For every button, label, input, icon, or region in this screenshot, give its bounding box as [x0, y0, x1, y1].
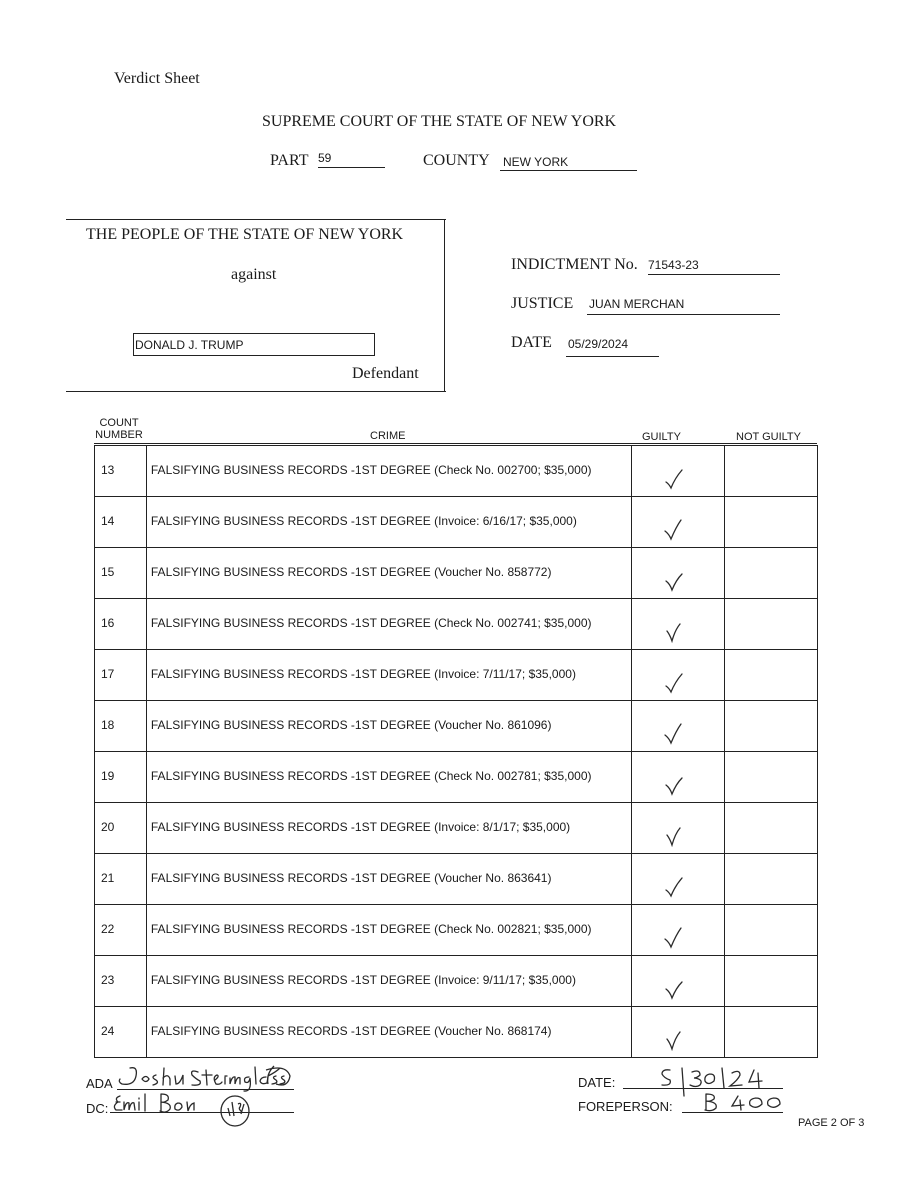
not-guilty-cell	[725, 548, 818, 599]
table-row	[95, 548, 818, 599]
not-guilty-cell	[725, 956, 818, 1007]
guilty-cell	[631, 701, 725, 752]
table-row	[95, 1007, 818, 1058]
count-number: 18	[95, 701, 147, 752]
count-number: 14	[95, 497, 147, 548]
table-row	[95, 752, 818, 803]
defendant-name-box: DONALD J. TRUMP	[133, 333, 375, 356]
count-number: 22	[95, 905, 147, 956]
foreperson-signature	[700, 1090, 790, 1116]
header-count-number	[94, 417, 144, 441]
dc-signature	[108, 1088, 258, 1128]
guilty-cell	[631, 905, 725, 956]
counts-table-body	[95, 446, 818, 1058]
count-number: 13	[95, 446, 147, 497]
count-number: 19	[95, 752, 147, 803]
county-value	[500, 155, 637, 171]
foreperson-label: FOREPERSON:	[578, 1099, 673, 1114]
people-caption: THE PEOPLE OF THE STATE OF NEW YORK	[86, 226, 404, 243]
count-crime: FALSIFYING BUSINESS RECORDS -1ST DEGREE (Voucher No. 868174)	[146, 1007, 631, 1058]
check-mark-icon	[660, 668, 688, 694]
count-crime: FALSIFYING BUSINESS RECORDS -1ST DEGREE (Voucher No. 858772)	[146, 548, 631, 599]
not-guilty-cell	[725, 446, 818, 497]
guilty-cell	[631, 548, 725, 599]
guilty-cell	[631, 497, 725, 548]
header-count-line1: COUNT	[99, 417, 139, 429]
not-guilty-cell	[725, 1007, 818, 1058]
not-guilty-cell	[725, 752, 818, 803]
guilty-cell	[631, 446, 725, 497]
sheet-title: Verdict Sheet	[114, 70, 200, 87]
caption-bottom-rule	[66, 391, 446, 392]
not-guilty-cell	[725, 854, 818, 905]
indictment-value: 71543-23	[648, 258, 780, 275]
table-row	[95, 701, 818, 752]
indictment-label: INDICTMENT No.	[511, 256, 638, 273]
guilty-cell	[631, 956, 725, 1007]
against-label: against	[231, 266, 277, 283]
part-value: 59	[318, 151, 385, 168]
count-number: 21	[95, 854, 147, 905]
date-value-text: 05/29/2024	[568, 337, 629, 351]
count-crime: FALSIFYING BUSINESS RECORDS -1ST DEGREE (Check No. 002781; $35,000)	[146, 752, 631, 803]
defendant-label: Defendant	[352, 365, 419, 382]
date-value	[566, 337, 659, 357]
table-row	[95, 650, 818, 701]
county-label: COUNTY	[423, 152, 490, 169]
count-number: 15	[95, 548, 147, 599]
check-mark-icon	[660, 515, 688, 541]
table-row	[95, 446, 818, 497]
count-number: 23	[95, 956, 147, 1007]
not-guilty-cell	[725, 650, 818, 701]
check-mark-icon	[660, 617, 688, 643]
not-guilty-cell	[725, 599, 818, 650]
not-guilty-cell	[725, 803, 818, 854]
guilty-cell	[631, 1007, 725, 1058]
not-guilty-cell	[725, 905, 818, 956]
check-mark-icon	[660, 566, 688, 592]
table-row	[95, 956, 818, 1007]
guilty-cell	[631, 599, 725, 650]
count-number: 20	[95, 803, 147, 854]
counts-table	[94, 445, 818, 1058]
header-guilty: GUILTY	[642, 431, 681, 443]
justice-value	[587, 297, 780, 315]
date-label: DATE	[511, 334, 552, 351]
guilty-cell	[631, 650, 725, 701]
check-mark-icon	[660, 719, 688, 745]
count-number: 24	[95, 1007, 147, 1058]
table-row	[95, 497, 818, 548]
ada-label: ADA	[86, 1076, 113, 1091]
guilty-cell	[631, 752, 725, 803]
not-guilty-cell	[725, 497, 818, 548]
count-number: 16	[95, 599, 147, 650]
check-mark-icon	[660, 974, 688, 1000]
count-crime: FALSIFYING BUSINESS RECORDS -1ST DEGREE (Check No. 002741; $35,000)	[146, 599, 631, 650]
table-row	[95, 905, 818, 956]
verdict-date-label: DATE:	[578, 1075, 616, 1090]
guilty-cell	[631, 803, 725, 854]
check-mark-icon	[660, 821, 688, 847]
table-row	[95, 854, 818, 905]
count-crime: FALSIFYING BUSINESS RECORDS -1ST DEGREE (Invoice: 9/11/17; $35,000)	[146, 956, 631, 1007]
count-crime: FALSIFYING BUSINESS RECORDS -1ST DEGREE (Invoice: 7/11/17; $35,000)	[146, 650, 631, 701]
county-value-text: NEW YORK	[503, 155, 569, 169]
count-crime: FALSIFYING BUSINESS RECORDS -1ST DEGREE (Voucher No. 863641)	[146, 854, 631, 905]
caption-top-rule	[66, 219, 446, 220]
count-crime: FALSIFYING BUSINESS RECORDS -1ST DEGREE (Check No. 002700; $35,000)	[146, 446, 631, 497]
count-number: 17	[95, 650, 147, 701]
header-not-guilty: NOT GUILTY	[736, 431, 801, 443]
justice-label: JUSTICE	[511, 295, 574, 312]
dc-label: DC:	[86, 1101, 109, 1116]
table-row	[95, 803, 818, 854]
justice-value-text: JUAN MERCHAN	[589, 297, 685, 311]
check-mark-icon	[660, 464, 688, 490]
header-rule	[94, 443, 817, 444]
part-label: PART	[270, 152, 309, 169]
page-number: PAGE 2 OF 3	[798, 1117, 865, 1129]
header-crime: CRIME	[370, 430, 406, 442]
guilty-cell	[631, 854, 725, 905]
check-mark-icon	[660, 872, 688, 898]
caption-right-rule	[444, 219, 445, 392]
count-crime: FALSIFYING BUSINESS RECORDS -1ST DEGREE (Voucher No. 861096)	[146, 701, 631, 752]
check-mark-icon	[660, 770, 688, 796]
court-title: SUPREME COURT OF THE STATE OF NEW YORK	[262, 113, 617, 130]
check-mark-icon	[660, 923, 688, 949]
count-crime: FALSIFYING BUSINESS RECORDS -1ST DEGREE (Invoice: 8/1/17; $35,000)	[146, 803, 631, 854]
check-mark-icon	[660, 1025, 688, 1051]
count-crime: FALSIFYING BUSINESS RECORDS -1ST DEGREE (Check No. 002821; $35,000)	[146, 905, 631, 956]
table-row	[95, 599, 818, 650]
not-guilty-cell	[725, 701, 818, 752]
header-count-line2: NUMBER	[95, 429, 143, 441]
count-crime: FALSIFYING BUSINESS RECORDS -1ST DEGREE (Invoice: 6/16/17; $35,000)	[146, 497, 631, 548]
